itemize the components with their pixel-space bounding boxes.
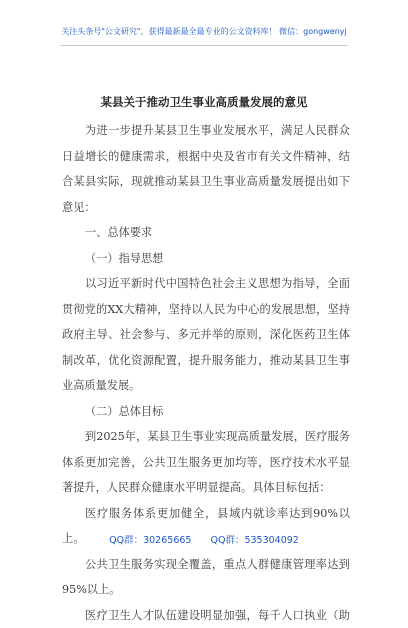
subsection-heading: （一）指导思想 (62, 246, 350, 272)
goal-line: 到2025年，某县卫生事业实现高质量发展，医疗服务 (62, 424, 350, 450)
target-line: 公共卫生服务实现全覆盖，重点人群健康管理率达到 (62, 552, 350, 578)
document-title: 某县关于推动卫生事业高质量发展的意见 (0, 94, 408, 110)
target-line: 95%以上。 (62, 577, 350, 603)
guiding-line: 制改革，优化资源配置，提升服务能力，推动某县卫生事 (62, 348, 350, 374)
guiding-line: 业高质量发展。 (62, 373, 350, 399)
goal-line: 体系更加完善，公共卫生服务更加均等，医疗技术水平显 (62, 450, 350, 476)
target-line: 医疗服务体系更加健全，县域内就诊率达到90%以上。 (62, 501, 350, 552)
guiding-line: 政府主导、社会参与、多元并举的原则，深化医药卫生体 (62, 322, 350, 348)
qq-group-1: QQ群：30265665 (109, 535, 191, 546)
intro-line: 为进一步提升某县卫生事业发展水平，满足人民群众 (62, 118, 350, 144)
target-line: 医疗卫生人才队伍建设明显加强，每千人口执业（助 (62, 603, 350, 628)
footer-contacts (0, 532, 408, 546)
section-heading: 一、总体要求 (62, 220, 350, 246)
goal-line: 著提升，人民群众健康水平明显提高。具体目标包括： (62, 475, 350, 501)
guiding-line: 贯彻党的XX大精神，坚持以人民为中心的发展思想，坚持 (62, 297, 350, 323)
document-body (62, 118, 350, 628)
qq-group-2: QQ群：535304092 (210, 535, 298, 546)
guiding-line: 以习近平新时代中国特色社会主义思想为指导，全面 (62, 271, 350, 297)
intro-line: 合某县实际，现就推动某县卫生事业高质量发展提出如下 (62, 169, 350, 195)
intro-line: 日益增长的健康需求，根据中央及省市有关文件精神，结 (62, 144, 350, 170)
header-divider (60, 45, 348, 46)
subsection-heading: （二）总体目标 (62, 399, 350, 425)
header-banner: 关注头条号"公文研究"，获得最新最全最专业的公文资料库！ 微信：gongwenyj (0, 26, 408, 37)
intro-line: 意见： (62, 195, 350, 221)
